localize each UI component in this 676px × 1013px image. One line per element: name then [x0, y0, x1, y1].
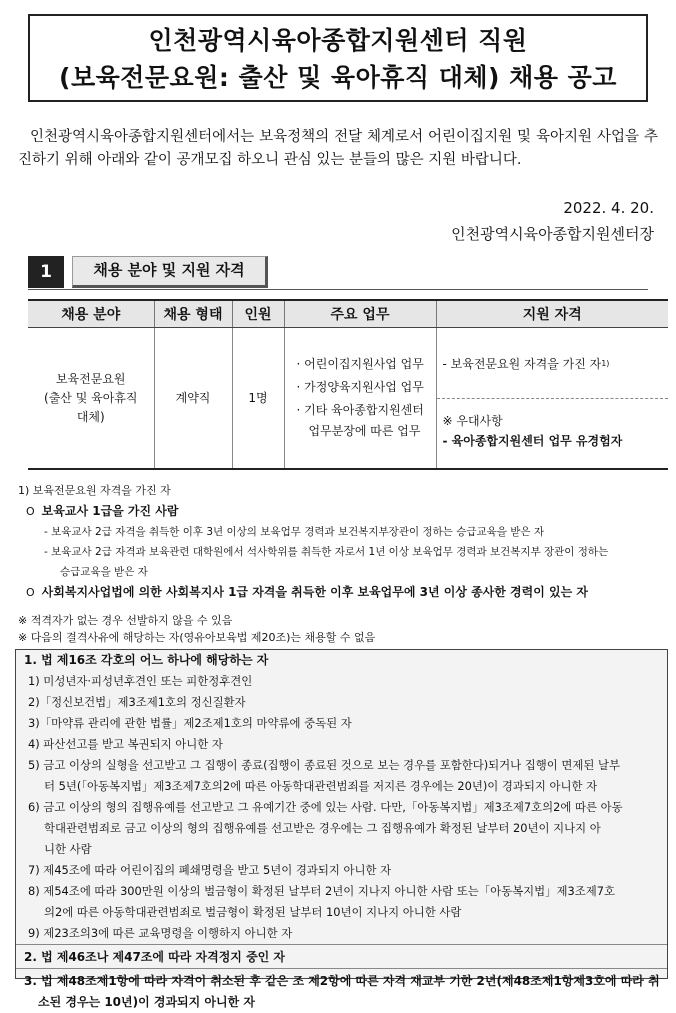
list-item: 7) 제45조에 따라 어린이집의 폐쇄명령을 받고 5년이 경과되지 아니한 자	[28, 863, 392, 877]
list-item: 1) 미성년자·피성년후견인 또는 피한정후견인	[28, 674, 253, 688]
preference-item: - 육아종합지원센터 업무 유경험자	[442, 434, 623, 448]
preference	[437, 399, 669, 468]
warning-1: ※ 적격자가 없는 경우 선발하지 않을 수 있음	[18, 614, 233, 627]
list-item-cont: 니한 사람	[44, 842, 92, 856]
footnote-b-text: 사회복지사업법에 의한 사회복지사 1급 자격을 취득한 이후 보육업무에 3년 이상 종사한 경력이 있는 자	[41, 585, 588, 599]
qualification	[437, 328, 669, 399]
duty-item	[297, 400, 436, 442]
list-item-cont: 의2에 따른 아동학대관련범죄로 벌금형이 확정된 날부터 10년이 지나지 아니한 사람	[44, 905, 462, 919]
field-line2: (출산 및 육아휴직	[44, 390, 138, 405]
organization-name: 인천광역시육아종합지원센터장	[451, 225, 654, 243]
cell-duties	[284, 328, 436, 470]
cell-qualification	[436, 328, 668, 470]
footnote-a2-cont: 승급교육을 받은 자	[60, 566, 148, 578]
list-item: 9) 제23조의3에 따른 교육명령을 이행하지 아니한 자	[28, 926, 293, 940]
footnote-a1: - 보육교사 2급 자격을 취득한 이후 3년 이상의 보육업무 경력과 보건복지부장관이 정하는 승급교육을 받은 자	[44, 526, 545, 538]
recruitment-table	[28, 299, 668, 470]
title-line1: 인천광역시육아종합지원센터 직원	[148, 26, 528, 55]
footnote-a	[18, 501, 666, 522]
warning-2: ※ 다음의 결격사유에 해당하는 자(영유아보육법 제20조)는 채용할 수 없음	[18, 631, 376, 644]
footnote-a2: - 보육교사 2급 자격과 보육관련 대학원에서 석사학위를 취득한 자로서 1년 이상 보육업무 경력과 보건복지부 장관이 정하는	[44, 546, 609, 558]
header-type: 채용 형태	[154, 300, 232, 328]
list-item-cont: 학대관련범죄로 금고 이상의 형의 집행유예를 선고받은 경우에는 그 집행유예가 확정된 날부터 20년이 지나지 아	[44, 821, 601, 835]
title-box	[28, 14, 648, 102]
list-item: 2)「정신보건법」제3조제1호의 정신질환자	[28, 695, 246, 709]
section-title: 채용 분야 및 지원 자격	[72, 256, 268, 288]
cell-type: 계약직	[154, 328, 232, 470]
bullet-o: O	[26, 586, 35, 599]
duty-item: · 가정양육지원사업 업무	[296, 380, 424, 394]
list-item: 3)「마약류 관리에 관한 법률」제2조제1호의 마약류에 중독된 자	[28, 716, 352, 730]
announcement-date: 2022. 4. 20.	[563, 199, 654, 217]
header-count: 인원	[232, 300, 284, 328]
title-line2: (보육전문요원: 출산 및 육아휴직 대체) 채용 공고	[59, 63, 617, 92]
header-field: 채용 분야	[28, 300, 154, 328]
bullet-o: O	[26, 505, 35, 518]
list-item: 5) 금고 이상의 실형을 선고받고 그 집행이 종료(집행이 종료된 것으로 보는 경우를 포함한다)되거나 집행이 면제된 날부	[28, 758, 621, 772]
duty-cont: 업무분장에 따른 업무	[308, 424, 421, 438]
disqual-heading-1: 1. 법 제16조 각호의 어느 하나에 해당하는 자	[24, 653, 269, 667]
warnings	[18, 612, 666, 646]
cell-field	[28, 328, 154, 470]
duty-text: · 기타 육아종합지원센터	[296, 403, 424, 417]
footnote-b	[18, 582, 666, 603]
list-item-cont: 터 5년(「아동복지법」제3조제7호의2에 따른 아동학대관련범죄를 저지른 경우에는 20년)이 경과되지 아니한 자	[44, 779, 598, 793]
cell-count: 1명	[232, 328, 284, 470]
header-qualification: 지원 자격	[436, 300, 668, 328]
field-line1: 보육전문요원	[55, 371, 126, 386]
qualification-footnote: 1)	[601, 358, 610, 368]
disqual-heading-3-cont: 소된 경우는 10년)이 경과되지 아니한 자	[38, 995, 255, 1009]
footnote-a-text: 보육교사 1급을 가진 사람	[41, 504, 179, 518]
table-header-row	[28, 300, 668, 328]
list-item: 4) 파산선고를 받고 복권되지 아니한 자	[28, 737, 223, 751]
disqual-heading-2: 2. 법 제46조나 제47조에 따라 자격정지 중인 자	[16, 944, 667, 968]
qualification-text: - 보육전문요원 자격을 가진 자	[442, 356, 602, 371]
field-line3: 대체)	[76, 409, 105, 424]
preference-title: ※ 우대사항	[442, 414, 503, 428]
section-number: 1	[28, 256, 64, 288]
footnotes	[18, 481, 666, 603]
footnote-1: 1) 보육전문요원 자격을 가진 자	[18, 484, 171, 497]
table-row	[28, 328, 668, 470]
section-divider	[28, 289, 648, 290]
intro-paragraph: 인천광역시육아종합지원센터에서는 보육정책의 전달 체계로서 어린이집지원 및 육아지원 사업을 추진하기 위해 아래와 같이 공개모집 하오니 관심 있는 분들의 많은 지원 바랍니다.	[18, 129, 658, 168]
disqual-heading-3: 3. 법 제48조제1항에 따라 자격이 취소된 후 같은 조 제2항에 따른 자격 재교부 기한 2년(제48조제1항제3호에 따라 취	[16, 968, 667, 992]
duty-item: · 어린이집지원사업 업무	[296, 357, 424, 371]
list-item: 8) 제54조에 따라 300만원 이상의 벌금형이 확정된 날부터 2년이 지나지 아니한 사람 또는「아동복지법」제3조제7호	[28, 884, 616, 898]
list-item: 6) 금고 이상의 형의 집행유예를 선고받고 그 유예기간 중에 있는 사람. 다만,「아동복지법」제3조제7호의2에 따른 아동	[28, 800, 623, 814]
header-duties: 주요 업무	[284, 300, 436, 328]
disqualification-box	[15, 649, 668, 1009]
